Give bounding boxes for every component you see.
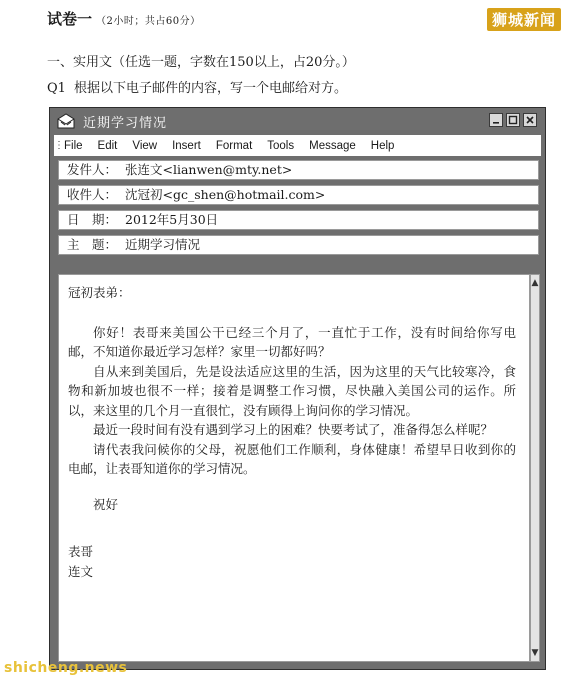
scroll-down-icon[interactable]: ▼ <box>531 648 539 658</box>
watermark-top: 狮城新闻 <box>487 8 561 31</box>
minimize-icon[interactable] <box>489 113 503 127</box>
menu-item-insert[interactable]: Insert <box>172 139 201 152</box>
email-paragraph: 请代表我问候你的父母，祝愿他们工作顺利，身体健康！希望早日收到你的电邮，让表哥知道你的学习情况。 <box>68 441 516 476</box>
scroll-up-icon[interactable]: ▲ <box>531 278 539 288</box>
vertical-scrollbar[interactable] <box>530 274 540 662</box>
email-paragraph: 自从来到美国后，先是设法适应这里的生活，因为这里的天气比较寒冷，食物和新加坡也很不一样；接着是调整工作习惯，尽快融入美国公司的运作。所以，来这里的几个月一直很忙，没有顾得上询问你的学习情况。 <box>68 363 516 418</box>
email-paragraph: 最近一段时间有没有遇到学习上的困难？快要考试了，准备得怎么样呢？ <box>93 422 494 437</box>
question-number: Q1 <box>47 81 66 96</box>
menu-item-message[interactable]: Message <box>309 139 356 152</box>
menu-item-format[interactable]: Format <box>215 139 253 152</box>
mail-app-icon <box>56 112 76 130</box>
menu-item-help[interactable]: Help <box>370 139 395 152</box>
menu-item-view[interactable]: View <box>132 139 158 152</box>
menu-item-edit[interactable]: Edit <box>97 139 118 152</box>
to-value: 沈冠初<gc_shen@hotmail.com> <box>125 187 326 202</box>
to-label: 收件人： <box>67 187 118 202</box>
from-value: 张连文<lianwen@mty.net> <box>125 162 293 177</box>
from-label: 发件人： <box>67 162 118 177</box>
menu-bar <box>54 135 541 156</box>
date-label: 日 期： <box>67 212 118 227</box>
section-heading: 一、实用文（任选一题，字数在150以上，占20分。） <box>47 55 355 70</box>
from-field[interactable] <box>58 160 539 180</box>
paper-title <box>47 8 201 29</box>
email-window <box>49 107 546 670</box>
maximize-icon[interactable] <box>506 113 520 127</box>
paper-title-text: 试卷一 <box>47 10 93 28</box>
question <box>47 77 347 96</box>
date-field[interactable] <box>58 210 539 230</box>
subject-label: 主 题： <box>67 237 118 252</box>
window-title: 近期学习情况 <box>83 116 168 131</box>
window-controls <box>489 113 537 127</box>
email-signature-line2: 连文 <box>68 563 94 579</box>
email-closing: 祝好 <box>93 496 119 512</box>
window-titlebar[interactable] <box>50 108 545 134</box>
message-text <box>68 283 516 581</box>
menu-item-tools[interactable]: Tools <box>267 139 295 152</box>
subject-field[interactable] <box>58 235 539 255</box>
question-prompt: 根据以下电子邮件的内容，写一个电邮给对方。 <box>73 81 347 96</box>
menu-grip-icon: ⋮ <box>54 139 64 151</box>
close-icon[interactable] <box>523 113 537 127</box>
to-field[interactable] <box>58 185 539 205</box>
paper-subtitle: （2小时；共占60分） <box>96 16 201 27</box>
email-paragraph: 你好！表哥来美国公干已经三个月了，一直忙于工作，没有时间给你写电邮，不知道你最近学习怎样？家里一切都好吗？ <box>68 324 516 359</box>
email-signature-line1: 表哥 <box>68 544 94 559</box>
email-greeting: 冠初表弟： <box>68 285 131 300</box>
date-value: 2012年5月30日 <box>125 212 219 227</box>
menu-item-file[interactable]: File <box>64 139 83 152</box>
message-body[interactable] <box>58 274 530 662</box>
watermark-bottom: shicheng.news <box>4 660 128 676</box>
subject-value: 近期学习情况 <box>125 237 201 252</box>
